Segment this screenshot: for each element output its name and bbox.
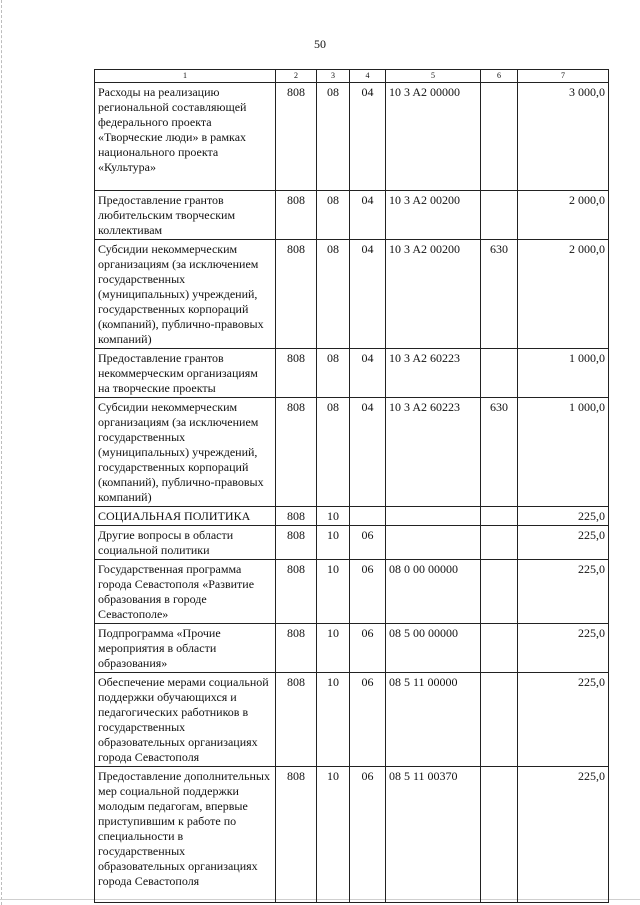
row-grbs: 808	[276, 767, 317, 903]
row-section: 08	[317, 83, 350, 191]
row-amount: 225,0	[518, 767, 609, 903]
table-row	[95, 673, 609, 767]
row-section: 10	[317, 560, 350, 624]
row-name: Обеспечение мерами социальной поддержки обучающихся и педагогических работников в государственных образовательных организациях города Севастополя	[95, 673, 276, 767]
row-target-article: 10 3 A2 60223	[386, 349, 481, 398]
row-target-article	[386, 507, 481, 526]
row-subsection: 04	[350, 83, 386, 191]
header-col-3: 3	[317, 70, 350, 83]
row-expense-type	[481, 349, 518, 398]
row-subsection: 04	[350, 240, 386, 349]
table-row	[95, 560, 609, 624]
page-number: 50	[314, 37, 326, 51]
row-section: 08	[317, 398, 350, 507]
row-subsection: 04	[350, 191, 386, 240]
row-subsection: 06	[350, 767, 386, 903]
row-grbs: 808	[276, 624, 317, 673]
row-amount: 3 000,0	[518, 83, 609, 191]
row-target-article: 10 3 A2 00200	[386, 240, 481, 349]
row-target-article	[386, 526, 481, 560]
row-grbs: 808	[276, 673, 317, 767]
row-expense-type	[481, 673, 518, 767]
row-grbs: 808	[276, 560, 317, 624]
row-grbs: 808	[276, 83, 317, 191]
row-name: СОЦИАЛЬНАЯ ПОЛИТИКА	[95, 507, 276, 526]
row-section: 10	[317, 507, 350, 526]
header-col-5: 5	[386, 70, 481, 83]
row-subsection: 06	[350, 624, 386, 673]
table-row	[95, 349, 609, 398]
budget-table	[94, 69, 609, 903]
row-section: 08	[317, 349, 350, 398]
row-name: Предоставление дополнительных мер социальной поддержки молодым педагогам, впервые приступившим к работе по специальности в государственных образовательных организациях города Севастополя	[95, 767, 276, 903]
row-target-article: 08 0 00 00000	[386, 560, 481, 624]
row-amount: 2 000,0	[518, 191, 609, 240]
row-grbs: 808	[276, 240, 317, 349]
header-col-2: 2	[276, 70, 317, 83]
row-expense-type	[481, 767, 518, 903]
row-subsection: 06	[350, 526, 386, 560]
row-expense-type	[481, 83, 518, 191]
row-section: 10	[317, 767, 350, 903]
row-amount: 225,0	[518, 507, 609, 526]
header-col-7: 7	[518, 70, 609, 83]
table-row	[95, 191, 609, 240]
row-target-article: 08 5 11 00370	[386, 767, 481, 903]
row-name: Расходы на реализацию региональной составляющей федерального проекта «Творческие люди» в рамках национального проекта «Культура»	[95, 83, 276, 191]
row-name: Предоставление грантов любительским творческим коллективам	[95, 191, 276, 240]
table-row	[95, 507, 609, 526]
row-expense-type: 630	[481, 240, 518, 349]
row-section: 10	[317, 526, 350, 560]
row-expense-type	[481, 191, 518, 240]
row-expense-type	[481, 526, 518, 560]
row-target-article: 10 3 A2 00200	[386, 191, 481, 240]
header-col-6: 6	[481, 70, 518, 83]
row-amount: 2 000,0	[518, 240, 609, 349]
row-subsection: 04	[350, 349, 386, 398]
row-expense-type	[481, 560, 518, 624]
row-amount: 225,0	[518, 624, 609, 673]
row-amount: 225,0	[518, 560, 609, 624]
row-name: Государственная программа города Севастополя «Развитие образования в городе Севастополе»	[95, 560, 276, 624]
row-target-article: 10 3 A2 60223	[386, 398, 481, 507]
row-name: Предоставление грантов некоммерческим организациям на творческие проекты	[95, 349, 276, 398]
row-grbs: 808	[276, 398, 317, 507]
row-section: 10	[317, 673, 350, 767]
scan-edge-left	[1, 0, 2, 905]
row-amount: 1 000,0	[518, 398, 609, 507]
row-expense-type: 630	[481, 398, 518, 507]
row-subsection: 06	[350, 560, 386, 624]
row-amount: 225,0	[518, 673, 609, 767]
row-name: Субсидии некоммерческим организациям (за исключением государственных (муниципальных) учреждений, государственных корпораций (компаний), публично-правовых компаний)	[95, 240, 276, 349]
table-row	[95, 83, 609, 191]
row-section: 08	[317, 240, 350, 349]
row-grbs: 808	[276, 349, 317, 398]
row-amount: 225,0	[518, 526, 609, 560]
table-row	[95, 767, 609, 903]
table-row	[95, 526, 609, 560]
row-name: Субсидии некоммерческим организациям (за исключением государственных (муниципальных) учреждений, государственных корпораций (компаний), публично-правовых компаний)	[95, 398, 276, 507]
row-subsection: 04	[350, 398, 386, 507]
header-col-1: 1	[95, 70, 276, 83]
row-grbs: 808	[276, 507, 317, 526]
row-expense-type	[481, 507, 518, 526]
row-subsection: 06	[350, 673, 386, 767]
row-target-article: 08 5 00 00000	[386, 624, 481, 673]
row-expense-type	[481, 624, 518, 673]
row-name: Другие вопросы в области социальной политики	[95, 526, 276, 560]
row-grbs: 808	[276, 191, 317, 240]
row-section: 10	[317, 624, 350, 673]
row-target-article: 10 3 A2 00000	[386, 83, 481, 191]
table-row	[95, 398, 609, 507]
table-row	[95, 624, 609, 673]
row-target-article: 08 5 11 00000	[386, 673, 481, 767]
row-section: 08	[317, 191, 350, 240]
table-header-row	[95, 70, 609, 83]
header-col-4: 4	[350, 70, 386, 83]
row-subsection	[350, 507, 386, 526]
row-name: Подпрограмма «Прочие мероприятия в области образования»	[95, 624, 276, 673]
row-amount: 1 000,0	[518, 349, 609, 398]
row-grbs: 808	[276, 526, 317, 560]
table-row	[95, 240, 609, 349]
